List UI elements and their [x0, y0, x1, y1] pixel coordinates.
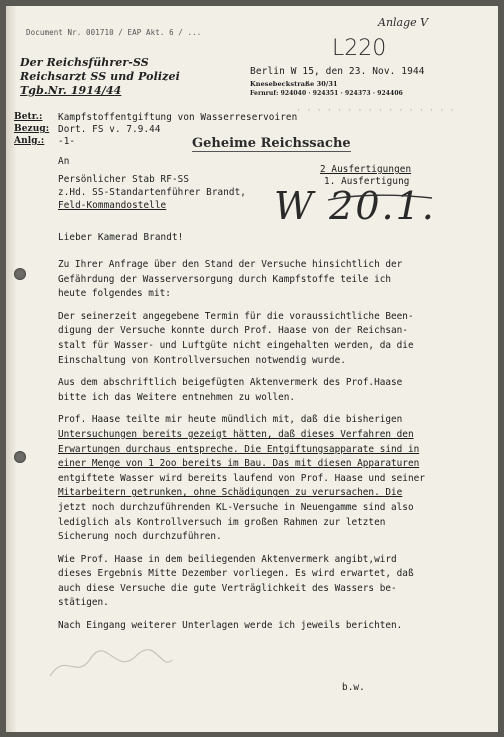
- text-line: Einschaltung von Kontrollversuchen notwendig wurde.: [58, 354, 346, 366]
- place-date: Berlin W 15, den 23. Nov. 1944: [250, 66, 425, 77]
- handwritten-stroke: [326, 192, 436, 206]
- anlg-text: -1-: [58, 136, 76, 147]
- text-line: Prof. Haase teilte mir heute mündlich mit, daß die bisherigen: [58, 414, 403, 426]
- sender-line1: Der Reichsführer-SS: [20, 56, 149, 69]
- text-line: Untersuchungen bereits gezeigt hätten, daß dieses Verfahren den: [58, 428, 414, 440]
- text-line: auch diese Versuche die gute Verträglichkeit des Wassers be-: [58, 582, 397, 594]
- text-line: dieses Ergebnis Mitte Dezember vorliegen. Es wird erwartet, daß: [58, 568, 414, 580]
- sender-line2: Reichsarzt SS und Polizei: [20, 70, 180, 83]
- text-line: Nach Eingang weiterer Unterlagen werde ich jeweils berichten.: [58, 620, 403, 632]
- text-line: Zu Ihrer Anfrage über den Stand der Versuche hinsichtlich der: [58, 259, 403, 270]
- text-line: Aus dem abschriftlich beigefügten Aktenvermerk des Prof.Haase: [58, 377, 403, 389]
- phone-line: Fernruf: 924040 · 924351 · 924373 · 924406: [250, 90, 403, 97]
- text-line: entgiftete Wasser wird bereits laufend von Prof. Haase und seiner: [58, 472, 425, 484]
- anlg-label: Anlg.:: [14, 136, 45, 146]
- text-line: jetzt noch durchzuführenden KL-Versuche in Neuengamme sind also: [58, 501, 414, 513]
- page-number: L220: [332, 36, 387, 61]
- archive-header: Document Nr. 001710 / EAP Akt. 6 / ...: [26, 28, 202, 37]
- text-line: einer Menge von 1 2oo bereits im Bau. Das mit diesen Apparaturen: [58, 458, 420, 470]
- salutation: Lieber Kamerad Brandt!: [58, 232, 184, 243]
- bezug-text: Dort. FS v. 7.9.44: [58, 124, 161, 135]
- annotation-anlage: Anlage V: [378, 16, 429, 29]
- letter-body: [58, 258, 488, 642]
- text-line: Der seinerzeit angegebene Termin für die voraussichtliche Been-: [58, 310, 414, 322]
- text-line: digung der Versuche konnte durch Prof. Haase von der Reichsan-: [58, 325, 408, 337]
- text-line: stalt für Wasser- und Luftgüte nicht eingehalten werden, da die: [58, 339, 414, 351]
- recipient-line3: Feld-Kommandostelle: [58, 200, 167, 211]
- closing-bw: b.w.: [342, 682, 365, 693]
- paragraph: [58, 619, 488, 634]
- paragraph: [58, 310, 488, 368]
- betr-text: Kampfstoffentgiftung von Wasserreservoiren: [58, 112, 298, 123]
- bleed-through-text: · · · · · · · · · · · · · · · ·: [296, 106, 455, 116]
- text-line: Sicherung noch durchzuführen.: [58, 531, 222, 543]
- paragraph: [58, 413, 488, 544]
- sender-tgb-nr: Tgb.Nr. 1914/44: [20, 84, 122, 97]
- text-line: Erwartungen durchaus entspreche. Die Entgiftungsapparate sind in: [58, 443, 420, 455]
- punch-hole: [14, 268, 26, 280]
- paragraph: [58, 553, 488, 611]
- bezug-label: Bezug:: [14, 124, 50, 134]
- text-line: bitte ich das Weitere entnehmen zu wollen.: [58, 391, 296, 403]
- text-line: heute folgendes mit:: [58, 288, 171, 300]
- text-line: stätigen.: [58, 597, 109, 609]
- paragraph: [58, 258, 488, 302]
- punch-hole: [14, 451, 26, 463]
- recipient-line2: z.Hd. SS-Standartenführer Brandt,: [58, 187, 247, 198]
- text-line: Mitarbeitern getrunken, ohne Schädigungen zu verursachen. Die: [58, 487, 403, 499]
- text-line: Gefährdung der Wasserversorgung durch Kampfstoffe teile ich: [58, 273, 392, 285]
- text-line: Wie Prof. Haase in dem beiliegenden Aktenvermerk angibt,wird: [58, 553, 397, 565]
- classification-stamp: Geheime Reichssache: [192, 136, 351, 151]
- recipient-line1: Persönlicher Stab RF-SS: [58, 174, 190, 185]
- address-line: Knesebeckstraße 30/31: [250, 80, 338, 88]
- copies-count: 2 Ausfertigungen: [320, 164, 412, 175]
- document-page: [6, 6, 498, 732]
- faint-scribble: [46, 646, 176, 686]
- betr-label: Betr.:: [14, 112, 43, 122]
- paragraph: [58, 376, 488, 405]
- recipient-an: An: [58, 156, 70, 167]
- handwritten-initial: W 20.1.: [274, 184, 436, 228]
- text-line: lediglich als Kontrollversuch im großen Rahmen zur letzten: [58, 516, 386, 528]
- copy-number: 1. Ausfertigung: [324, 176, 410, 187]
